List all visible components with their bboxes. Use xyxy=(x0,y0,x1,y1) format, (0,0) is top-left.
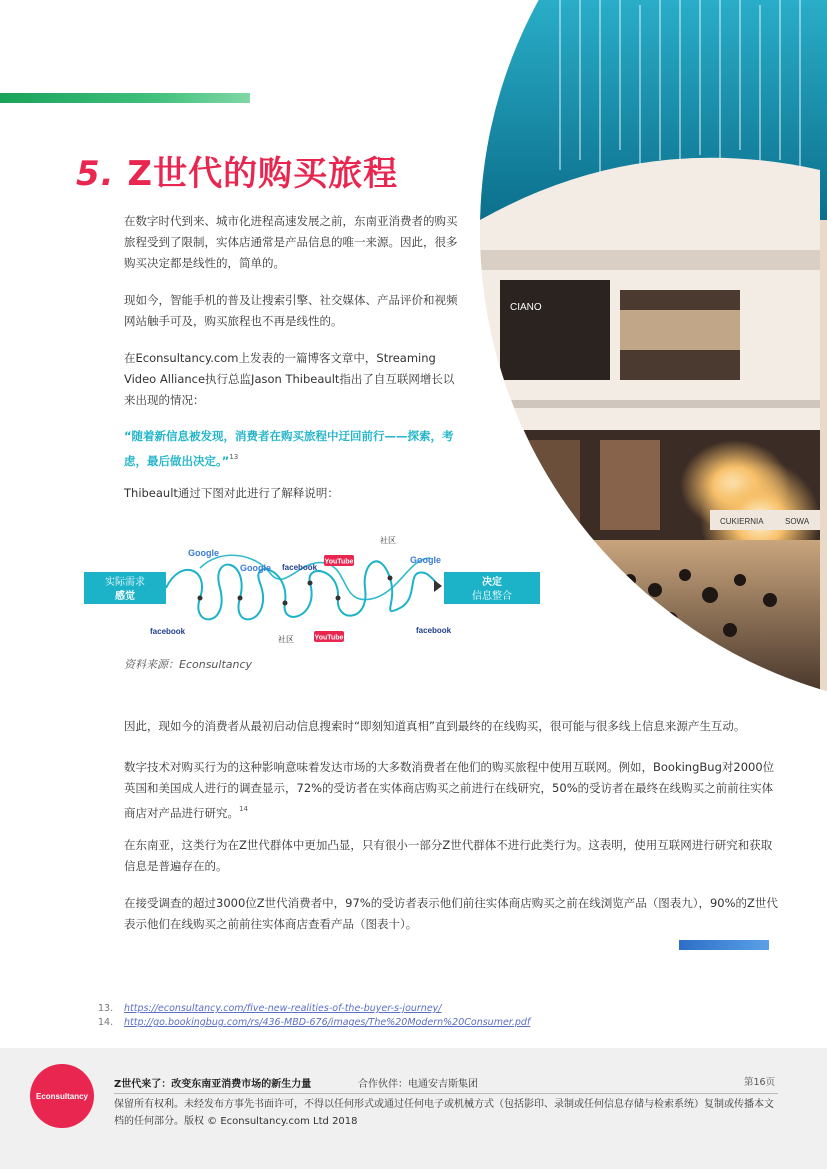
footnote-ref-14: 14 xyxy=(239,805,248,813)
accent-bar-bottom xyxy=(679,940,769,950)
page-title xyxy=(76,146,398,195)
store-sign-cukiernia: CUKIERNIA xyxy=(720,517,764,526)
paragraph-intro: 在数字时代到来、城市化进程高速发展之前，东南亚消费者的购买旅程受到了限制，实体店通常是产品信息的唯一来源。因此，很多购买决定都是线性的，简单的。 xyxy=(124,214,458,270)
page-number: 第16页 xyxy=(744,1077,776,1088)
diagram-label-google-2: Google xyxy=(240,563,271,573)
section-number: 5. xyxy=(76,154,115,194)
paragraph-southeast-asia: 在东南亚，这类行为在Z世代群体中更加凸显，只有很小一部分Z世代群体不进行此类行为。这表明，使用互联网进行研究和获取信息是普遍存在的。 xyxy=(124,838,773,873)
footnote-item xyxy=(98,1002,698,1016)
diagram-label-shequ-1: 社区 xyxy=(380,536,396,545)
store-sign-sowa: SOWA xyxy=(785,517,810,526)
paragraph-bookingbug xyxy=(124,757,779,824)
diagram-box-end-line2: 信息整合 xyxy=(472,591,512,602)
buyer-journey-diagram xyxy=(80,528,550,648)
paragraph-bookingbug-text: 数字技术对购买行为的这种影响意味着发达市场的大多数消费者在他们的购买旅程中使用互联网。例如，BookingBug对2000位英国和美国成人进行的调查显示，72%的受访者在实体商店购买之前进行在线研究，50%的受访者在最终在线购买之前前往实体商店对产品进行研究。 xyxy=(124,760,775,820)
diagram-arrow-head xyxy=(434,580,442,592)
diagram-label-shequ-2: 社区 xyxy=(278,635,294,644)
footer-divider xyxy=(114,1093,778,1094)
paragraph-smartphone: 现如今，智能手机的普及让搜索引擎、社交媒体、产品评价和视频网站触手可及，购买旅程也不再是线性的。 xyxy=(124,293,458,328)
diagram-node xyxy=(238,596,243,601)
diagram-label-facebook-3: facebook xyxy=(416,626,452,635)
paragraph-consumers: 因此，现如今的消费者从最初启动信息搜索时“即刻知道真相”直到最终的在线购买，很可能与很多线上信息来源产生互动。 xyxy=(124,719,746,733)
footer-partner: 合作伙伴：电通安吉斯集团 xyxy=(358,1079,478,1090)
paragraph-survey: 在接受调查的超过3000位Z世代消费者中，97%的受访者表示他们前往实体商店购买之前在线浏览产品（图表九），90%的Z世代表示他们在线购买之前前往实体商店查看产品（图表十）。 xyxy=(124,896,778,931)
section-title: Z世代的购买旅程 xyxy=(127,154,399,194)
diagram-box-start-line2: 感觉 xyxy=(115,591,135,602)
footer-report-title: Z世代来了：改变东南亚消费市场的新生力量 xyxy=(114,1079,312,1090)
econsultancy-logo: Econsultancy xyxy=(30,1064,94,1128)
diagram-node xyxy=(283,601,288,606)
buyer-journey-diagram-svg xyxy=(80,528,550,648)
diagram-node xyxy=(388,576,393,581)
footnotes xyxy=(98,1002,698,1030)
diagram-source: 资料来源：Econsultancy xyxy=(124,658,253,671)
diagram-node xyxy=(198,596,203,601)
diagram-label-facebook-1: facebook xyxy=(282,563,318,572)
footnote-item xyxy=(98,1016,698,1030)
diagram-label-google-3: Google xyxy=(410,555,441,565)
pull-quote xyxy=(124,426,454,472)
diagram-box-end-line1: 决定 xyxy=(482,577,502,588)
footnote-link[interactable]: http://go.bookingbug.com/rs/436-MBD-676/images/The%20Modern%20Consumer.pdf xyxy=(124,1017,531,1028)
footnote-link[interactable]: https://econsultancy.com/five-new-realities-of-the-buyer-s-journey/ xyxy=(124,1003,442,1014)
diagram-label-youtube-1: YouTube xyxy=(324,558,354,566)
diagram-box-start-line1: 实际需求 xyxy=(105,577,145,588)
diagram-label-youtube-2: YouTube xyxy=(314,634,344,642)
diagram-node xyxy=(336,596,341,601)
footnote-number: 14. xyxy=(98,1017,114,1028)
diagram-scribble-path-2 xyxy=(200,555,430,599)
footer-copyright: 保留所有权利。未经发布方事先书面许可，不得以任何形式或通过任何电子或机械方式（包括影印、录制或任何信息存储与检索系统）复制或传播本文档的任何部分。版权 © Econsultancy.com Ltd 2018 xyxy=(114,1099,774,1127)
paragraph-blog: 在Econsultancy.com上发表的一篇博客文章中，Streaming Video Alliance执行总监Jason Thibeault指出了自互联网增长以来出现的情况： xyxy=(124,351,455,407)
diagram-node xyxy=(308,581,313,586)
store-sign-ciano: CIANO xyxy=(510,302,542,313)
footnote-number: 13. xyxy=(98,1003,114,1014)
diagram-label-google-1: Google xyxy=(188,548,219,558)
paragraph-thibeault: Thibeault通过下图对此进行了解释说明： xyxy=(124,486,339,500)
accent-bar-top xyxy=(0,93,250,103)
footnote-ref-13: 13 xyxy=(229,453,239,461)
pull-quote-text: “随着新信息被发现，消费者在购买旅程中迂回前行——探索，考虑，最后做出决定。” xyxy=(124,429,454,468)
diagram-label-facebook-2: facebook xyxy=(150,627,186,636)
